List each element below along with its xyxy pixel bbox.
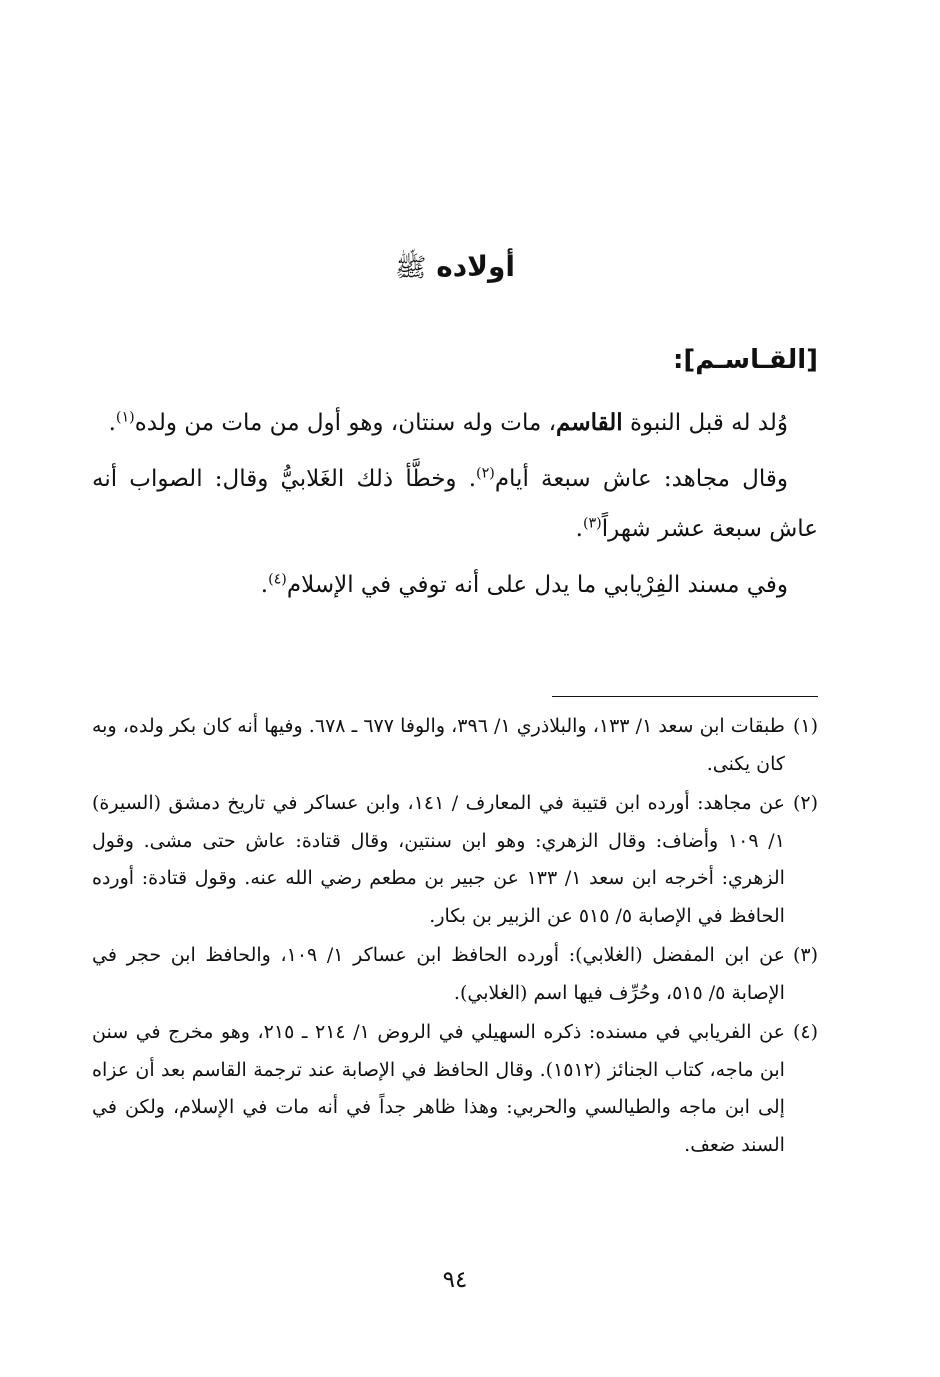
paragraph-2-part-2: . وخطَّأ ذلك الغَلابيُّ وقال: الصواب أنه عاش سبعة عشر شهراً	[92, 466, 818, 542]
footnote-2-text: عن مجاهد: أورده ابن قتيبة في المعارف / ١٤١، وابن عساكر في تاريخ دمشق (السيرة) ١/ ١٠٩ وأضاف: وقال الزهري: وهو ابن سنتين، وقال قتادة: عاش حتى مشى. وقول الزهري: أخرجه ابن سعد ١/ ١٣٣ عن جبير بن مطعم رضي الله عنه. وقول قتادة: أورده الحافظ في الإصابة ٥/ ٥١٥ عن الزبير بن بكار.	[92, 792, 785, 927]
footnote-4	[92, 1014, 818, 1164]
footnote-4-number: (٤)	[792, 1021, 818, 1043]
paragraph-3	[92, 560, 818, 610]
paragraph-2	[92, 454, 818, 554]
paragraph-1	[92, 398, 818, 448]
paragraph-1-pre: وُلد له قبل النبوة	[622, 410, 788, 436]
footnote-3	[92, 937, 818, 1012]
footnote-4-text: عن الفريابي في مسنده: ذكره السهيلي في الروض ١/ ٢١٤ ـ ٢١٥، وهو مخرج في سنن ابن ماجه، كتاب الجنائز (١٥١٢). وقال الحافظ في الإصابة عند ترجمة القاسم بعد أن عزاه إلى ابن ماجه والطيالسي والحربي: وهذا ظاهر جداً في أنه مات في الإسلام، ولكن في السند ضعف.	[92, 1021, 785, 1156]
footnote-1	[92, 708, 818, 783]
paragraph-2-end: .	[575, 516, 583, 542]
section-heading: [القـاسـم]:	[672, 345, 818, 375]
paragraph-3-text: وفي مسند الفِرْيابي ما يدل على أنه توفي في الإسلام	[286, 572, 788, 598]
page-number: ٩٤	[442, 1267, 468, 1293]
footnote-1-number: (١)	[792, 715, 818, 737]
paragraph-3-end: .	[260, 572, 269, 598]
honorific-symbol: ﷺ	[395, 252, 427, 283]
footnote-marker-4: (٤)	[268, 571, 287, 588]
footnote-3-text: عن ابن المفضل (الغلابي): أورده الحافظ ابن عساكر ١/ ١٠٩، والحافظ ابن حجر في الإصابة ٥/ ٥١٥، وحُرِّف فيها اسم (الغلابي).	[92, 944, 785, 1004]
footnote-marker-3: (٣)	[582, 515, 602, 532]
footnote-2	[92, 785, 818, 935]
paragraph-1-bold-name: القاسم	[556, 409, 623, 436]
footnote-1-text: طبقات ابن سعد ١/ ١٣٣، والبلاذري ١/ ٣٩٦، والوفا ٦٧٧ ـ ٦٧٨. وفيها أنه كان بكر ولده، وبه كان يكنى.	[92, 715, 785, 775]
book-page	[92, 0, 818, 1377]
paragraph-2-part-1: وقال مجاهد: عاش سبعة أيام	[494, 466, 788, 492]
paragraph-1-post: ، مات وله سنتان، وهو أول من مات من ولده	[134, 410, 557, 436]
footnote-2-number: (٢)	[792, 792, 818, 814]
page-title	[92, 245, 818, 290]
footnotes	[92, 708, 818, 1166]
page-title-text: أولاده	[436, 249, 515, 283]
footnote-separator	[552, 696, 818, 697]
footnote-marker-2: (٢)	[476, 465, 495, 482]
footnote-3-number: (٣)	[792, 944, 818, 966]
main-text	[92, 398, 818, 616]
paragraph-1-end: .	[108, 410, 116, 436]
footnote-marker-1: (١)	[115, 409, 135, 426]
